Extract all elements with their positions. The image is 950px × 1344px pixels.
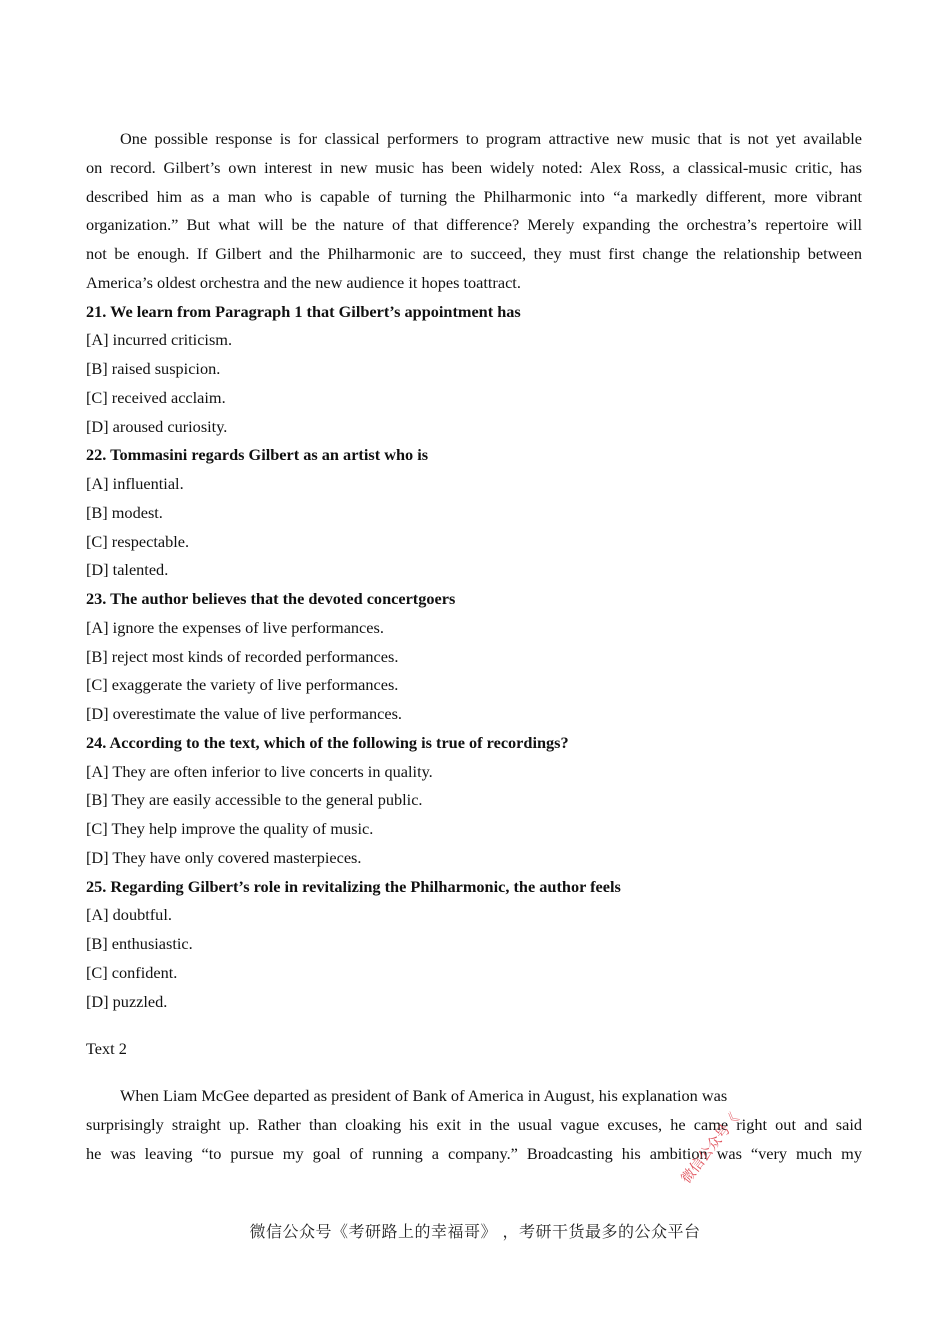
- text2-heading: Text 2: [86, 1039, 127, 1058]
- answer-option: [B] modest.: [86, 502, 163, 522]
- answer-option: [D] puzzled.: [86, 991, 168, 1011]
- paragraph-line: described him as a man who is capable of turning the Philharmonic into “a markedly different, more vibrant: [86, 186, 862, 206]
- answer-option: [D] aroused curiosity.: [86, 416, 228, 436]
- answer-option: [B] They are easily accessible to the general public.: [86, 790, 423, 810]
- question-stem: 21. We learn from Paragraph 1 that Gilbert’s appointment has: [86, 301, 521, 321]
- answer-option: [B] raised suspicion.: [86, 359, 221, 378]
- question-stem: 24. According to the text, which of the following is true of recordings?: [86, 732, 569, 752]
- answer-option: [C] They help improve the quality of music.: [86, 819, 374, 838]
- answer-option: [D] overestimate the value of live performances.: [86, 704, 402, 723]
- question-stem: 22. Tommasini regards Gilbert as an artist who is: [86, 445, 429, 465]
- question-stem: 23. The author believes that the devoted concertgoers: [86, 589, 456, 608]
- paragraph-line: When Liam McGee departed as president of Bank of America in August, his explanation was: [120, 1086, 728, 1105]
- watermark: 微信公众号《: [678, 1110, 743, 1187]
- answer-option: [A] doubtful.: [86, 905, 172, 925]
- paragraph-line: surprisingly straight up. Rather than cloaking his exit in the usual vague excuses, he came right out and said: [86, 1114, 862, 1134]
- answer-option: [C] received acclaim.: [86, 387, 226, 407]
- question-stem: 25. Regarding Gilbert’s role in revitalizing the Philharmonic, the author feels: [86, 876, 621, 896]
- paragraph-line: he was leaving “to pursue my goal of running a company.” Broadcasting his ambition was “very much my: [86, 1143, 862, 1163]
- paragraph-line: not be enough. If Gilbert and the Philharmonic are to succeed, they must first change the relationship between: [86, 244, 862, 263]
- answer-option: [B] reject most kinds of recorded performances.: [86, 646, 399, 666]
- answer-option: [C] exaggerate the variety of live performances.: [86, 675, 399, 695]
- paragraph-line: on record. Gilbert’s own interest in new music has been widely noted: Alex Ross, a classical-music critic, has: [86, 157, 862, 177]
- answer-option: [D] talented.: [86, 560, 169, 580]
- answer-option: [D] They have only covered masterpieces.: [86, 847, 362, 867]
- answer-option: [C] respectable.: [86, 531, 190, 551]
- answer-option: [A] incurred criticism.: [86, 330, 233, 350]
- paragraph-line: America’s oldest orchestra and the new audience it hopes toattract.: [86, 272, 521, 292]
- answer-option: [A] They are often inferior to live concerts in quality.: [86, 761, 433, 781]
- answer-option: [C] confident.: [86, 962, 178, 982]
- page-footer: 微信公众号《考研路上的幸福哥》 ，考研干货最多的公众平台: [249, 1222, 701, 1241]
- answer-option: [A] ignore the expenses of live performances.: [86, 617, 384, 637]
- paragraph-line: organization.” But what will be the nature of that difference? Merely expanding the orchestra’s repertoire will: [86, 215, 862, 235]
- answer-option: [A] influential.: [86, 474, 184, 493]
- paragraph-line: One possible response is for classical performers to program attractive new music that is not yet available: [120, 129, 862, 148]
- answer-option: [B] enthusiastic.: [86, 934, 193, 953]
